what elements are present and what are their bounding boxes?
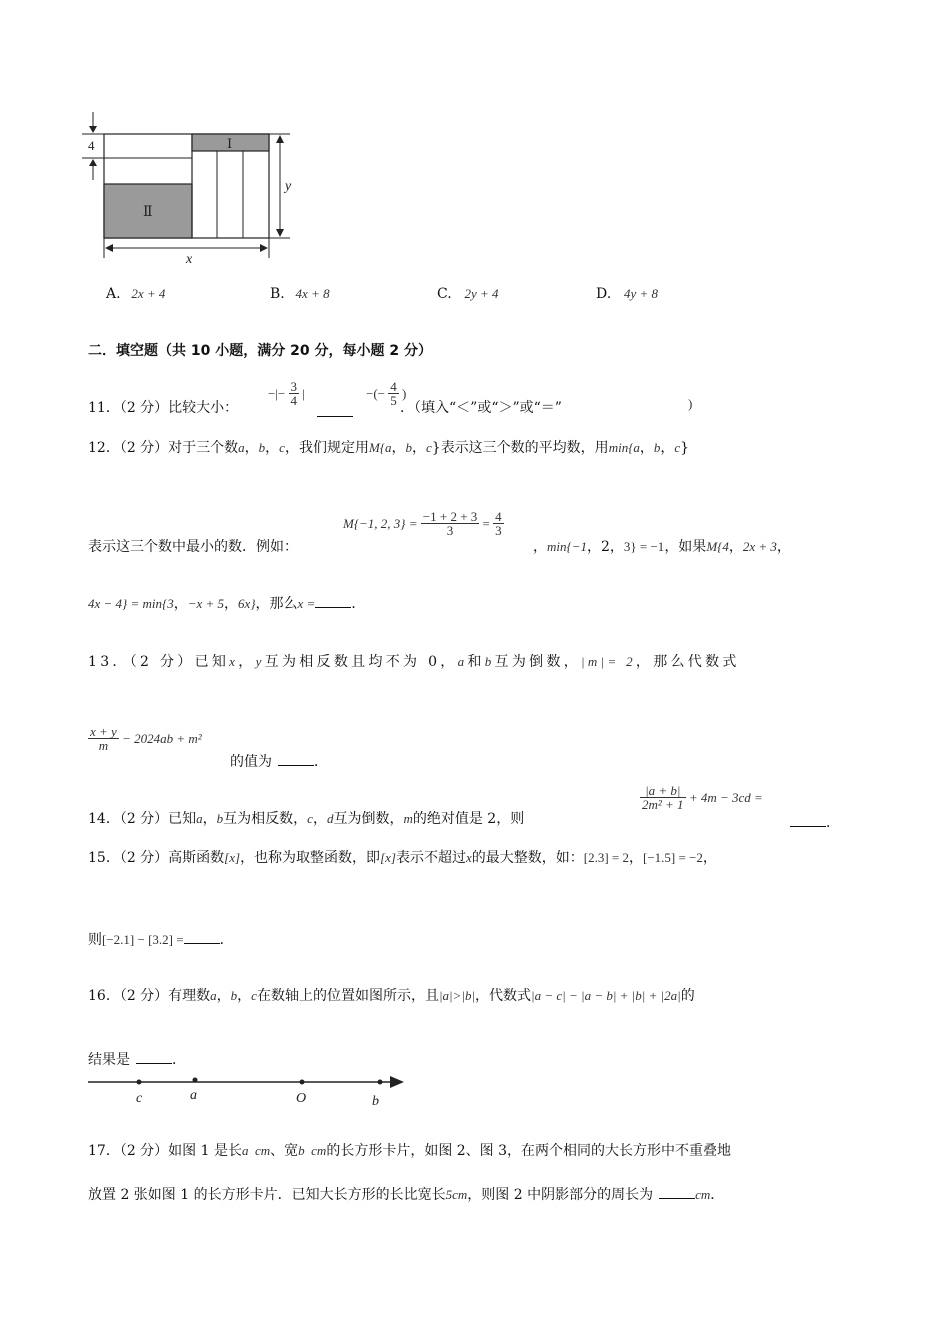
q14-text-b: 互为相反数， [223,811,308,827]
region-I-label: Ⅰ [227,136,233,151]
q12-x-eq: x = [297,596,316,611]
q15-text-c: 表示不超过 [395,850,466,866]
option-d-label: D. [596,286,612,302]
q13-frac-num: x + y [90,724,117,739]
q13-value [230,751,328,769]
q11-label: 11．（2 分）比较大小： [88,400,239,416]
q12-min-example-a: min{−1 [547,539,587,554]
q16-end: ． [172,1052,186,1068]
q12-M-example-den: 3 [446,523,454,538]
q15-text-d: 的最大整数，如： [471,850,584,866]
q13-b: b [484,654,495,669]
q15-ex1: [2.3] = 2 [583,850,629,865]
q13-a: a [457,654,468,669]
q12-M-abc: M{a [368,440,392,455]
q12-text-a: 12．（2 分）对于三个数 [88,440,239,456]
q11-left-expr [268,380,305,407]
q12-b: b [258,440,266,455]
q14-b: b [216,811,224,826]
q17-line2-a: 放置 2 张如图 1 的长方形卡片．已知大长方形的长比宽长 [88,1187,446,1203]
section-heading: 二．填空题（共 10 小题，满分 20 分，每小题 2 分） [88,343,432,359]
q11-right-num: 4 [390,379,397,394]
q15-bx2: [x] [380,850,396,865]
q13-x: x [229,654,239,669]
q16-line2 [88,1049,186,1067]
q17-end: ． [710,1187,725,1203]
q16-text-d: 的 [680,988,695,1004]
q17-b-cm: b cm [298,1143,327,1158]
q12-b3: b [653,440,661,455]
axis-label-a: a [190,1088,197,1103]
option-b-expr: 4x + 8 [295,286,330,301]
q12-line1: 12．（2 分）对于三个数a，b，c，我们规定用M{a，b，c}表示这三个数的平均数，用min{a，b，c} [88,440,690,456]
q16-text-c: ，代数式 [475,988,532,1004]
q11-right-suffix: ) [402,386,407,401]
q15-answer-blank[interactable] [184,929,220,944]
q13-end: ． [314,754,328,770]
q13-text-d: ，那么代数式 [635,654,740,670]
q12-M-example-rnum: 4 [495,509,502,524]
q12-end: ． [351,596,366,612]
q17-line2-b: ，则图 2 中阴影部分的周长为 [467,1187,654,1203]
q13-line1: 13．（2 分）已知x，y互为相反数且均不为 0，a和b互为倒数，|m|= 2，那么代数式 [88,654,740,670]
q14-end: ． [826,815,840,831]
option-a-expr: 2x + 4 [131,286,166,301]
q14-line: 14．（2 分）已知a，b互为相反数，c，d互为倒数，m的绝对值是 2，则 [88,811,525,827]
q13-text-a: 13．（2 分）已知 [88,654,230,670]
q16-b: b [230,988,238,1003]
q11-answer-blank[interactable] [317,402,353,420]
q16-expr: |a − c| − |a − b| + |b| + |2a| [531,988,681,1003]
q13-answer-blank[interactable] [278,751,314,766]
q17-cm: cm [695,1187,711,1202]
q12-min-abc: min{a [608,440,640,455]
q16-text-a: 16．（2 分）有理数 [88,988,211,1004]
rectangle-figure [80,108,300,268]
q11-right-fraction [388,380,399,407]
q13-fraction [88,725,119,752]
q12-line3-c: 6x} [238,596,256,611]
q15-line2-label: 则 [88,932,102,948]
option-c-expr: 2y + 4 [464,286,499,301]
q17-answer-blank[interactable] [659,1184,695,1199]
q12-M-if: M{4 [706,539,729,554]
axis-label-c: c [136,1091,143,1106]
q12-answer-blank[interactable] [315,593,351,608]
q12-line3: 4x − 4} = min{3，−x + 5，6x}，那么x = ． [88,593,365,611]
q13-y: y [255,654,265,669]
q17-a-cm: a cm [241,1143,271,1158]
q12-text-c: 表示这三个数的平均数，用 [440,440,609,456]
q12-line2-label: 表示这三个数中最小的数．例如： [88,539,298,555]
q14-expression [640,784,763,811]
q16-cond: |a|>|b| [438,988,476,1003]
q11-left-den: 4 [290,393,298,408]
q14-text-a: 14．（2 分）已知 [88,811,197,827]
q16-c: c [251,988,257,1003]
q11-right-prefix: −(− [366,386,385,401]
q12-line2-rest: ，min{−1，2，3} = −1，如果M{4，2x + 3， [533,539,791,555]
q14-m: m [403,811,413,826]
option-c-label: C. [437,286,452,302]
q14-frac-den: 2m² + 1 [642,797,684,812]
q14-text-d: 的绝对值是 2，则 [412,811,525,827]
q17-text-c: 的长方形卡片，如图 2、图 3，在两个相同的大长方形中不重叠地 [326,1143,732,1159]
q12-c3: c [674,440,681,455]
q15-x: x [465,850,472,865]
axis-label-b: b [372,1094,379,1109]
q13-rest: − 2024ab + m² [122,731,202,746]
q15-text-b: ，也称为取整函数，即 [240,850,381,866]
q15-line2-expr: [−2.1] − [3.2] = [102,932,184,947]
q12-M-example-result [493,510,504,537]
q16-line2-label: 结果是 [88,1052,130,1068]
q14-c: c [307,811,313,826]
q12-text-b: ，我们规定用 [284,440,369,456]
q13-text-c: 互为倒数， [494,654,582,670]
q17-five-cm: 5cm [445,1187,468,1202]
dim-4-label: 4 [88,138,95,153]
q11-left-prefix: −|− [268,386,286,401]
q12-min-example-b: 2 [600,539,610,555]
q12-M-example-eq: = [482,516,490,531]
q13-value-text: 的值为 [230,754,272,770]
q17-text-b: 、宽 [270,1143,299,1159]
q12-M-example-left: M{−1, 2, 3} = [343,516,418,531]
q15-line1: 15．（2 分）高斯函数[x]，也称为取整函数，即[x]表示不超过x的最大整数，如：[2.3] = 2，[−1.5] = −2， [88,850,717,866]
q12-M-example-fraction [421,510,480,537]
dim-x-label: x [186,252,193,267]
q14-frac-num: |a + b| [640,784,686,798]
q14-a: a [196,811,203,826]
q12-b2: b [405,440,412,455]
axis-label-O: O [296,1091,307,1106]
q12-M-example-rden: 3 [495,523,502,538]
q14-text-c: 互为倒数， [333,811,404,827]
q15-end: ． [219,932,234,948]
q12-text-if: ，如果 [664,539,707,555]
q16-text-b: 在数轴上的位置如图所示，且 [256,988,439,1004]
q11-close-paren: ) [688,396,693,411]
region-II-label: Ⅱ [143,205,153,220]
q13-expression [88,725,202,752]
q16-answer-blank[interactable] [136,1049,172,1064]
q13-abs-m: |m|= 2 [581,654,636,669]
option-a-label: A. [106,286,121,302]
q12-a: a [238,440,245,455]
option-d-expr: 4y + 8 [623,286,659,301]
q12-M-example [343,510,504,537]
number-line [86,1070,416,1110]
q14-rest: + 4m − 3cd = [688,790,763,805]
q14-answer-blank[interactable] [790,812,826,827]
option-b-label: B. [270,286,285,302]
q12-expr-2x3: 2x + 3 [742,539,777,554]
q11-left-fraction [289,380,300,407]
dim-y-label: y [285,179,292,194]
q17-line1 [88,1144,731,1158]
q14-blank-wrap [790,812,840,830]
q11-right-den: 5 [390,393,397,408]
q12-line3-b: −x + 5 [187,596,225,611]
q12-M-example-num: −1 + 2 + 3 [422,509,478,524]
q13-he: 和 [467,654,485,670]
q15-line2 [88,929,234,947]
q11-left-num: 3 [290,379,298,394]
q14-d: d [326,811,334,826]
option-d[interactable] [596,286,658,301]
q12-c2: c [425,440,432,455]
q12-line3-d: ，那么 [255,596,298,612]
q14-fraction [640,784,686,811]
q12-line3-a: 4x − 4} = min{3 [88,596,174,611]
q11-left-suffix: | [302,386,305,401]
q12-min-example-c: 3} = −1 [623,539,665,554]
q15-ex2: [−1.5] = −2 [642,850,703,865]
q11-tail: ．（填入“＜”或“＞”或“＝” [400,400,562,416]
option-c[interactable] [437,286,499,301]
q12-c: c [279,440,285,455]
q13-text-b: 互为相反数且均不为 0， [264,654,458,670]
q13-frac-den: m [98,738,109,753]
q16-line1: 16．（2 分）有理数a，b，c在数轴上的位置如图所示，且|a|>|b|，代数式|a − c| − |a − b| + |b| + |2a|的 [88,988,695,1004]
q17-line2 [88,1184,724,1202]
q15-text-a: 15．（2 分）高斯函数 [88,850,225,866]
q17-text-a: 17．（2 分）如图 1 是长 [88,1143,242,1159]
option-b[interactable] [270,286,330,301]
q16-a: a [210,988,217,1003]
q15-bx: [x] [224,850,241,865]
option-a[interactable] [106,286,165,301]
